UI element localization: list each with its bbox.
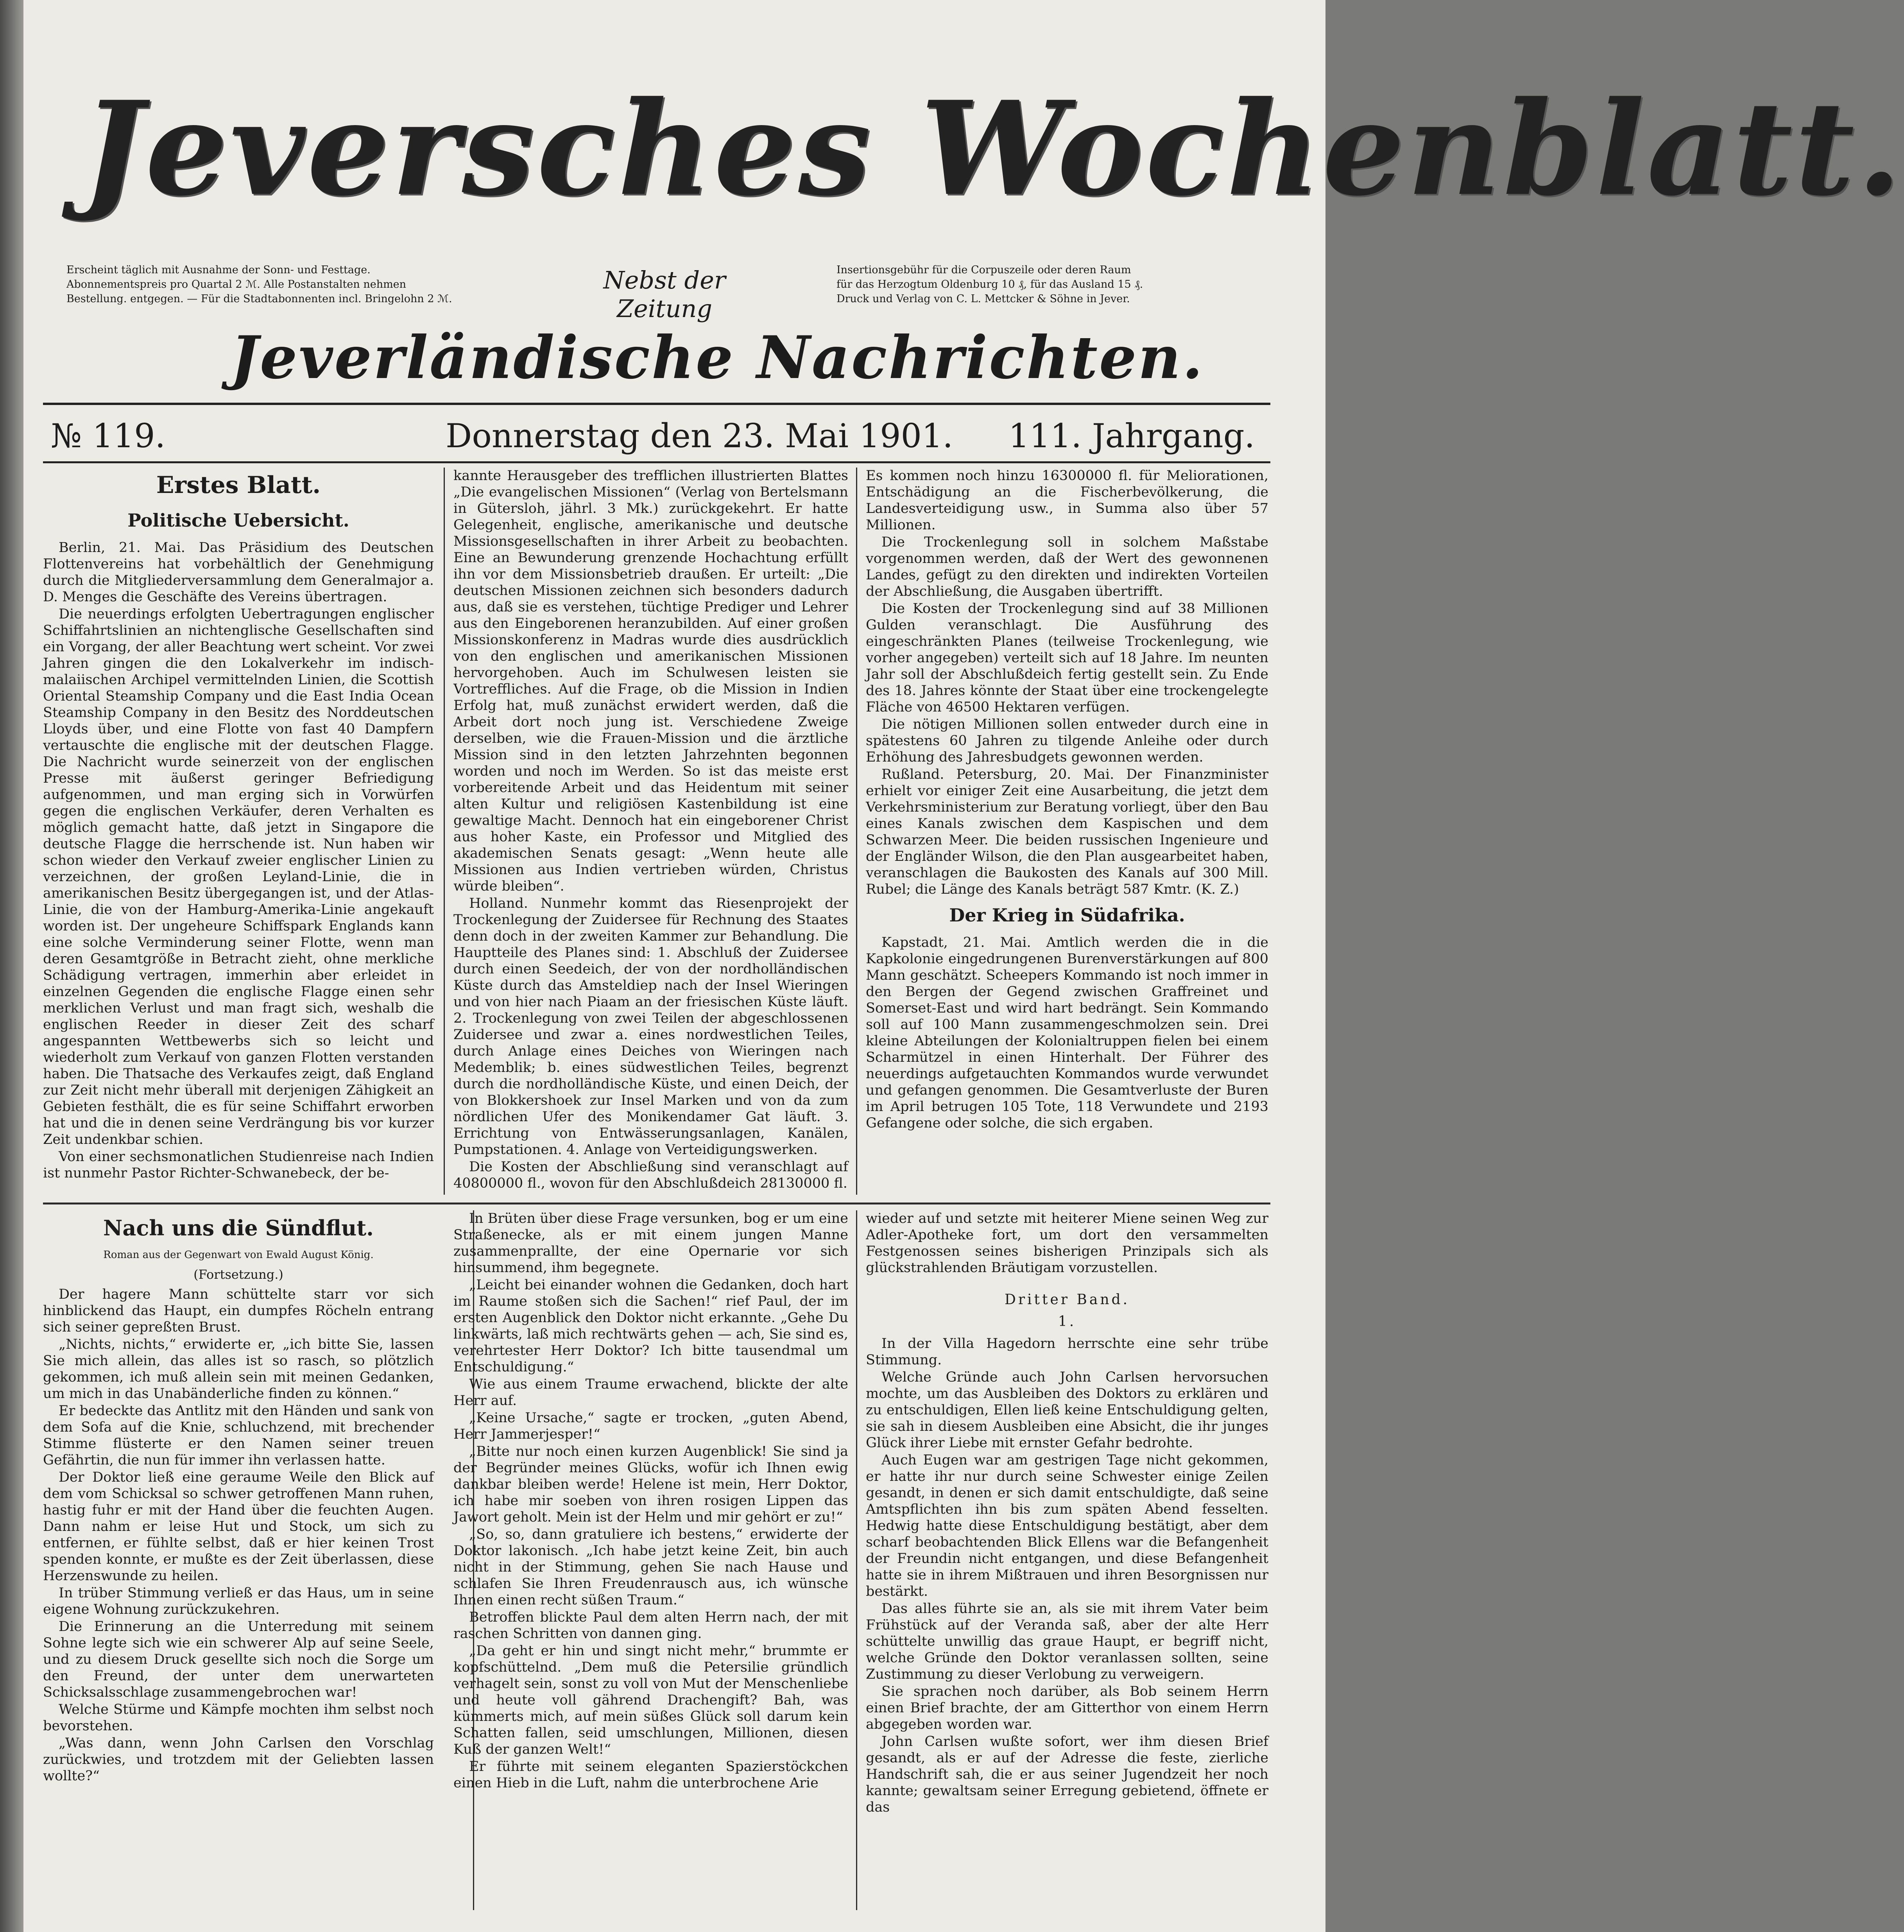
- newspaper-subtitle: Jeverländische Nachrichten.: [231, 323, 1204, 392]
- novel-paragraph: Wie aus einem Traume erwachend, blickte der alte Herr auf.: [453, 1376, 848, 1409]
- novel-paragraph: „Keine Ursache,“ sagte er trocken, „guten Abend, Herr Jammerjesper!“: [453, 1410, 848, 1442]
- novel-paragraph: Der hagere Mann schüttelte starr vor sich hinblickend das Haupt, ein dumpfes Röcheln entrang sich seiner gepreßten Brust.: [43, 1287, 434, 1335]
- novel-byline: Roman aus der Gegenwart von Ewald August König.: [103, 1249, 374, 1261]
- novel-paragraph: Das alles führte sie an, als sie mit ihrem Vater beim Frühstück auf der Veranda saß, aber der alte Herr schüttelte unwillig das graue Haupt, er begriff nicht, welche Gründe den Doktor veranlassen sollten, seine Zustimmung zu dieser Verlobung zu verweigern.: [866, 1601, 1268, 1682]
- novel-paragraph: Er führte mit seinem eleganten Spazierstöckchen einen Hieb in die Luft, nahm die unterbrochene Arie: [453, 1759, 848, 1791]
- novel-paragraph: Er bedeckte das Antlitz mit den Händen und sank von dem Sofa auf die Knie, schluchzend, mit brechender Stimme flüsterte er den Namen seiner treuen Gefährtin, die nun für immer ihn verlassen hatte.: [43, 1403, 434, 1468]
- volume-number: 111. Jahrgang.: [1008, 417, 1255, 455]
- masthead-title: Jeversches Wochenblatt.: [82, 73, 1904, 224]
- article-paragraph: Die Kosten der Trockenlegung sind auf 38 Millionen Gulden veranschlagt. Die Ausführung des eingeschränkten Planes (teilweise Trockenlegung, wie vorher angegeben) verteilt sich auf 18 Jahre. Im neunten Jahr soll der Abschlußdeich fertig gestellt sein. Zu Ende des 18. Jahres könnte der Staat über eine trockengelegte Fläche von 46500 Hektaren verfügen.: [866, 601, 1268, 715]
- column-divider: [856, 468, 857, 1195]
- novel-paragraph: „Da geht er hin und singt nicht mehr,“ brummte er kopfschüttelnd. „Dem muß die Petersilie gründlich verhagelt sein, sonst zu voll von Mut der Menschenliebe und heute voll gährend Drachengift? Bah, was kümmerts mich, auf mein süßes Glück soll darum kein Schatten fallen, seid umschlungen, Millionen, diesen Kuß der ganzen Welt!“: [453, 1643, 848, 1757]
- novel-paragraph: „Nichts, nichts,“ erwiderte er, „ich bitte Sie, lassen Sie mich allein, das alles ist so rasch, so plötzlich gekommen, ich muß allein sein mit meinen Gedanken, um mich in das Unabänderliche finden zu können.“: [43, 1337, 434, 1402]
- column-missions-holland: [453, 468, 848, 1195]
- header-rule-top: [43, 403, 1270, 405]
- war-heading: Der Krieg in Südafrika.: [949, 905, 1185, 926]
- article-paragraph: Die nötigen Millionen sollen entweder durch eine in spätestens 60 Jahren zu tilgende Anleihe oder durch Erhöhung des Jahresbudgets gewonnen werden.: [866, 717, 1268, 765]
- novel-paragraph: Betroffen blickte Paul dem alten Herrn nach, der mit raschen Schritten von dannen ging.: [453, 1609, 848, 1642]
- novel-paragraph: „Bitte nur noch einen kurzen Augenblick! Sie sind ja der Begründer meines Glücks, wofür ich Ihnen ewig dankbar bleiben werde! Helene ist mein, Herr Doktor, ich habe mir soeben von ihren rosigen Lippen das Jawort geholt. Mein ist der Helm und mir gehört er zu!“: [453, 1444, 848, 1525]
- article-paragraph: Rußland. Petersburg, 20. Mai. Der Finanzminister erhielt vor einiger Zeit eine Ausarbeitung, die jetzt dem Verkehrsministerium zur Beratung vorliegt, über den Bau eines Kanals zwischen dem Kaspischen und dem Schwarzen Meer. Die beiden russischen Ingenieure und der Engländer Wilson, die den Plan ausgearbeitet haben, veranschlagen die Baukosten des Kanals auf 300 Mill. Rubel; die Länge des Kanals beträgt 587 Kmtr. (K. Z.): [866, 767, 1268, 897]
- feuilleton-rule: [43, 1203, 1270, 1204]
- novel-paragraph: In Brüten über diese Frage versunken, bog er um eine Straßenecke, als er mit einem jungen Manne zusammenprallte, der eine Opernarie vor sich hinsummend, ihm begegnete.: [453, 1211, 848, 1276]
- band-heading: Dritter Band.: [1004, 1292, 1130, 1308]
- header-tagline: Nebst der Zeitung: [603, 266, 726, 323]
- article-paragraph: Die Kosten der Abschließung sind veranschlagt auf 40800000 fl., wovon für den Abschlußdeich 28130000 fl.: [453, 1159, 848, 1191]
- article-paragraph: Berlin, 21. Mai. Das Präsidium des Deutschen Flottenvereins hat vorbehältlich der Genehmigung durch die Mitgliederversammlung dem Generalmajor a. D. Menges die Geschäfte des Vereins übertragen.: [43, 540, 434, 605]
- article-paragraph: Die Trockenlegung soll in solchem Maßstabe vorgenommen werden, daß der Wert des gewonnenen Landes, gefügt zu den direkten und indirekten Vorteilen der Abschließung, die Ausgaben übertrifft.: [866, 534, 1268, 599]
- feuilleton-column-3: [866, 1210, 1268, 1910]
- column-russia-war: [866, 468, 1268, 1195]
- article-paragraph: Kapstadt, 21. Mai. Amtlich werden die in die Kapkolonie eingedrungenen Burenverstärkungen auf 800 Mann geschätzt. Scheepers Kommando ist noch immer in den Bergen der Gegend zwischen Graffreinet und Somerset-East und wird hart bedrängt. Sein Kommando soll auf 100 Mann zusammengeschmolzen sein. Drei kleine Abteilungen der Kolonialtruppen fielen bei einem Scharmützel in einen Hinterhalt. Der Führer des neuerdings aufgetauchten Kommandos wurde verwundet und gefangen genommen. Die Gesamtverluste der Buren im April betrugen 105 Tote, 118 Verwundete und 2193 Gefangene oder solche, die sich ergaben.: [866, 935, 1268, 1131]
- novel-paragraph: „Was dann, wenn John Carlsen den Vorschlag zurückwies, und trotzdem mit der Geliebten lassen wollte?“: [43, 1735, 434, 1784]
- novel-paragraph: John Carlsen wußte sofort, wer ihm diesen Brief gesandt, als er auf der Adresse die feste, zierliche Handschrift sah, die er aus seiner Jugendzeit her noch kannte; gewaltsam seiner Erregung gebietend, öffnete er das: [866, 1734, 1268, 1815]
- article-paragraph: Von einer sechsmonatlichen Studienreise nach Indien ist nunmehr Pastor Richter-Schwanebeck, der be-: [43, 1149, 434, 1181]
- novel-paragraph: Auch Eugen war am gestrigen Tage nicht gekommen, er hatte ihr nur durch seine Schwester einige Zeilen gesandt, in denen er sich damit entschuldigte, daß seine Amtspflichten ihn bis zum späten Abend fesselten. Hedwig hatte diese Entschuldigung bestätigt, aber dem scharf beobachtenden Blick Ellens war die Befangenheit der Freundin nicht entgangen, und diese Befangenheit hatte sie in ihrem Mißtrauen und ihren Besorgnissen nur bestärkt.: [866, 1452, 1268, 1599]
- novel-paragraph: In trüber Stimmung verließ er das Haus, um in seine eigene Wohnung zurückzukehren.: [43, 1585, 434, 1617]
- column-divider: [856, 1210, 857, 1910]
- feuilleton-column-1: [43, 1210, 434, 1910]
- issue-number: № 119.: [51, 417, 166, 455]
- advertising-info: Insertionsgebühr für die Corpuszeile oder deren Raum für das Herzogtum Oldenburg 10 ₰, für das Ausland 15 ₰. Druck und Verlag von C. L. Mettcker & Söhne in Jever.: [836, 264, 1143, 305]
- novel-paragraph: Sie sprachen noch darüber, als Bob seinem Herrn einen Brief brachte, der am Gitterthor von einem Herrn abgegeben worden war.: [866, 1684, 1268, 1732]
- header-rule-bottom: [43, 461, 1270, 463]
- novel-paragraph: Der Doktor ließ eine geraume Weile den Blick auf dem vom Schicksal so schwer getroffenen Mann ruhen, hastig fuhr er mit der Hand über die feuchten Augen. Dann nahm er leise Hut und Stock, um sich zu entfernen, er fühlte selbst, daß er hier keinen Trost spenden konnte, er mußte es der Zeit überlassen, diese Herzenswunde zu heilen.: [43, 1470, 434, 1584]
- continuation-note: (Fortsetzung.): [193, 1267, 283, 1282]
- chapter-number: 1.: [1058, 1314, 1076, 1330]
- article-paragraph: Holland. Nunmehr kommt das Riesenprojekt der Trockenlegung der Zuidersee für Rechnung des Staates denn doch in der zweiten Kammer zur Behandlung. Die Hauptteile des Planes sind: 1. Abschluß der Zuidersee durch einen Seedeich, der von der nordholländischen Küste durch das Amsteldiep nach der Insel Wieringen und von hier nach Piaam an der friesischen Küste läuft. 2. Trockenlegung von zwei Teilen der abgeschlossenen Zuidersee und zwar a. eines nordwestlichen Teiles, durch Anlage eines Deiches von Wieringen nach Medemblik; b. eines südwestlichen Teiles, begrenzt durch die nordholländische Küste, und einen Deich, der von Blokkershoek zur Insel Marken und von da zum nördlichen Ufer des Monikendamer Gat läuft. 3. Errichtung von Entwässerungsanlagen, Kanälen, Pumpstationen. 4. Anlage von Verteidigungswerken.: [453, 896, 848, 1158]
- column-politics: [43, 468, 434, 1195]
- issue-date: Donnerstag den 23. Mai 1901.: [446, 417, 953, 455]
- novel-paragraph: „Leicht bei einander wohnen die Gedanken, doch hart im Raume stoßen sich die Sachen!“ rief Paul, der im ersten Augenblick den Doktor nicht erkannte. „Gehe Du linkwärts, laß mich rechtwärts gehen — ach, Sie sind es, verehrtester Herr Doktor? Ich bitte tausendmal um Entschuldigung.“: [453, 1277, 849, 1375]
- novel-paragraph: wieder auf und setzte mit heiterer Miene seinen Weg zur Adler-Apotheke fort, um dort den versammelten Festgenossen seines bisherigen Prinzipals sich als glückstrahlenden Bräutigam vorzustellen.: [866, 1211, 1268, 1276]
- novel-paragraph: Welche Stürme und Kämpfe mochten ihm selbst noch bevorstehen.: [43, 1702, 434, 1734]
- subscription-info: Erscheint täglich mit Ausnahme der Sonn- und Festtage. Abonnementspreis pro Quartal 2 ℳ. Alle Postanstalten nehmen Bestellung. entgegen. — Für die Stadtabonnenten incl. Bringelohn 2 ℳ.: [66, 264, 452, 305]
- article-paragraph: kannte Herausgeber des trefflichen illustrierten Blattes „Die evangelischen Missionen“ (Verlag von Bertelsmann in Gütersloh, jährl. 3 Mk.) zurückgekehrt. Er hatte Gelegenheit, englische, amerikanische und deutsche Missionsgesellschaften in ihrer Arbeit zu beobachten. Eine an Bewunderung grenzende Hochachtung erfüllt ihn vor dem Missionsbetrieb draußen. Er urteilt: „Die deutschen Missionen zeichnen sich besonders dadurch aus, daß sie es verstehen, tüchtige Prediger und Lehrer aus den Eingeborenen heranzubilden. Auf einer großen Missionskonferenz in Madras wurde dies ausdrücklich von den englischen und amerikanischen Missionen hervorgehoben. Auch im Schulwesen leisten sie Vortreffliches. Auf die Frage, ob die Mission in Indien Erfolg hat, muß zunächst erwidert werden, daß die Arbeit dort noch jung ist. Verschiedene Zweige derselben, wie die Frauen-Mission und die ärztliche Mission sind in den letzten Jahrzehnten begonnen worden und noch im Werden. So ist das meiste erst vorbereitende Arbeit und das Heidentum mit seiner alten Kultur und religiösen Kastenbildung ist eine gewaltige Macht. Dennoch hat ein eingeborener Christ aus hoher Kaste, ein Professor und Mitglied des akademischen Senats gesagt: „Wenn heute alle Missionen aus Indien vertrieben würden, Christus würde bleiben“.: [453, 468, 848, 894]
- article-paragraph: Es kommen noch hinzu 16300000 fl. für Meliorationen, Entschädigung an die Fischerbevölkerung, die Landesverteidigung usw., in Summa also über 57 Millionen.: [866, 468, 1268, 533]
- column-divider: [444, 468, 445, 1195]
- novel-title: Nach uns die Sündflut.: [103, 1215, 374, 1240]
- novel-paragraph: Die Erinnerung an die Unterredung mit seinem Sohne legte sich wie ein schwerer Alp auf seine Seele, und zu diesem Druck gesellte sich noch die Sorge um den Freund, der unter dem unerwarteten Schicksalsschlage zusammengebrochen war!: [43, 1619, 434, 1700]
- novel-paragraph: „So, so, dann gratuliere ich bestens,“ erwiderte der Doktor lakonisch. „Ich habe jetzt keine Zeit, bin auch nicht in der Stimmung, gehen Sie nach Hause und schlafen Sie Ihren Freudenrausch aus, ich wünsche Ihnen einen recht süßen Traum.“: [453, 1527, 848, 1608]
- novel-paragraph: Welche Gründe auch John Carlsen hervorsuchen mochte, um das Ausbleiben des Doktors zu erklären und zu entschuldigen, Ellen ließ keine Entschuldigung gelten, sie sah in diesem Ausbleiben eine Absicht, die ihr junges Glück ihrer Liebe mit ernster Gefahr bedrohte.: [866, 1369, 1268, 1451]
- article-paragraph: Die neuerdings erfolgten Uebertragungen englischer Schiffahrtslinien an nichtenglische Gesellschaften sind ein Vorgang, der aller Beachtung wert scheint. Vor zwei Jahren gingen die den Lokalverkehr im indisch-malaiischen Archipel vermittelnden Linien, die Scottish Oriental Steamship Company und die East India Ocean Steamship Company in den Besitz des Norddeutschen Lloyds über, und eine Flotte von fast 40 Dampfern vertauschte die englische mit der deutschen Flagge. Die Nachricht wurde seinerzeit von der englischen Presse mit äußerst geringer Befriedigung aufgenommen, und man erging sich in Vorwürfen gegen die englischen Verkäufer, deren Verhalten es möglich gemacht hatte, daß jetzt in Singapore die deutsche Flagge die herrschende ist. Nun haben wir schon wieder den Verkauf zweier englischer Linien zu verzeichnen, der großen Leyland-Linie, die in amerikanischen Besitz übergegangen ist, und der Atlas-Linie, die von der Hamburg-Amerika-Linie angekauft worden ist. Der ungeheure Schiffspark Englands kann eine solche Verminderung seiner Flotte, wenn man deren Gesamtgröße in Betracht zieht, ohne merkliche Schädigung vertragen, immerhin aber erleidet in einzelnen Gegenden die englische Flagge einen sehr merklichen Verlust und man fragt sich, weshalb die englischen Reeder in dieser Zeit des scharf angespannten Wettbewerbs sich so leicht und wiederholt zum Verkauf von ganzen Flotten verstanden haben. Die Thatsache des Verkaufes zeigt, daß England zur Zeit nicht mehr überall mit derjenigen Zähigkeit an Gebieten festhält, die es für seine Schiffahrt erworben hat und die in denen seine Verdrängung bis vor kurzer Zeit undenkbar schien.: [43, 606, 434, 1147]
- novel-paragraph: In der Villa Hagedorn herrschte eine sehr trübe Stimmung.: [866, 1336, 1268, 1368]
- page-binding-edge: [0, 0, 23, 1932]
- section-label: Erstes Blatt.: [156, 471, 321, 499]
- politics-heading: Politische Uebersicht.: [127, 510, 349, 531]
- newspaper-page: [23, 0, 1904, 1932]
- feuilleton-column-2: [453, 1210, 848, 1910]
